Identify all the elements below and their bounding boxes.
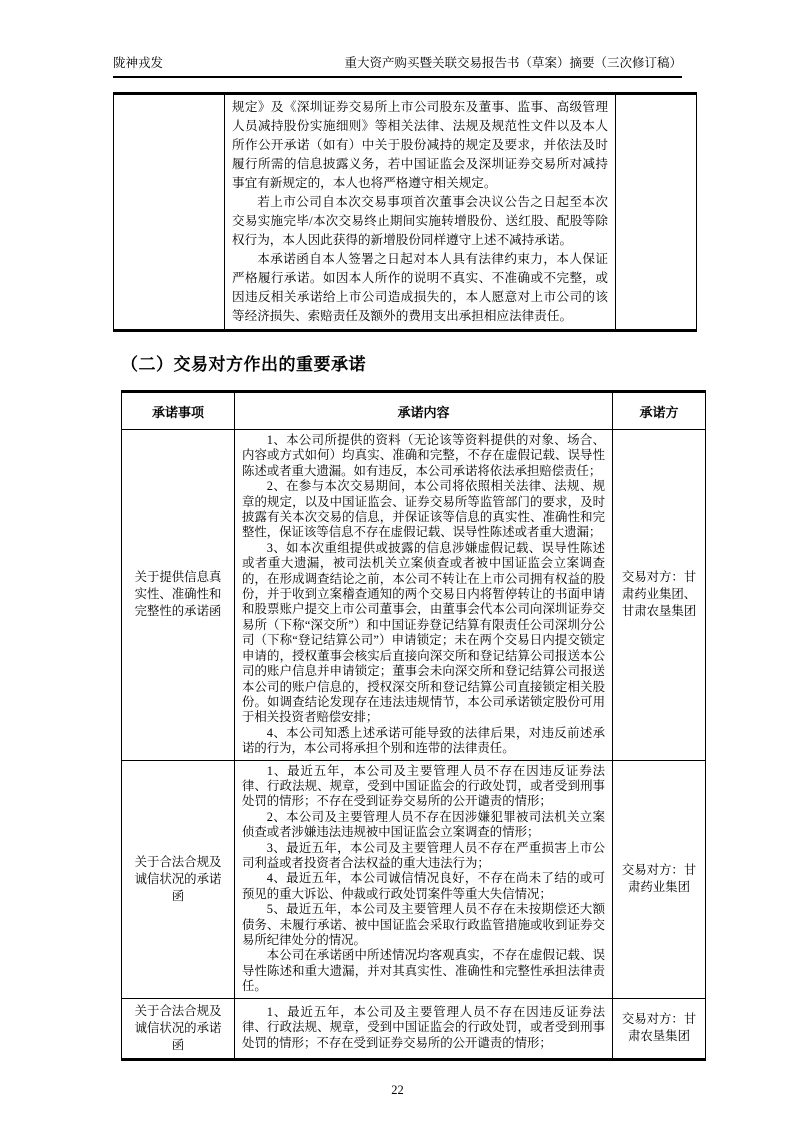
continuation-content-cell: [225, 94, 616, 331]
continuation-paragraph: 规定》及《深圳证券交易所上市公司股东及董事、监事、高级管理人员减持股份实施细则》等相关法律、法规及规范性文件以及本人所作公开承诺（如有）中关于股份减持的规定及要求，并依法及时履行所需的信息披露义务，若中国证监会及深圳证券交易所对减持事宜有新规定的，本人也将严格遵守相关规定。: [232, 100, 608, 190]
commitment-row: [122, 760, 706, 998]
commitment-content-paragraph: 4、本公司知悉上述承诺可能导致的法律后果，对违反前述承诺的行为，本公司将承担个别和连带的法律责任。: [242, 725, 605, 756]
commitment-content-paragraph: 本公司在承诺函中所述情况均客观真实，不存在虚假记载、误导性陈述和重大遗漏，并对其真实性、准确性和完整性承担法律责任。: [242, 948, 605, 994]
commitment-content-cell: [235, 430, 613, 761]
continuation-empty-left-cell: [114, 94, 225, 331]
continuation-paragraph: 本承诺函自本人签署之日起对本人具有法律约束力，本人保证严格履行承诺。如因本人所作的说明不真实、不准确或不完整，或因违反相关承诺给上市公司造成损失的，本人愿意对上市公司的该等经济损失、索赔责任及额外的费用支出承担相应法律责任。: [232, 252, 608, 323]
commitments-table: [121, 390, 706, 1061]
header-left-title: 陇神戎发: [113, 56, 164, 70]
commitment-row: [122, 430, 706, 761]
continuation-paragraph: 若上市公司自本次交易事项首次董事会决议公告之日起至本次交易实施完毕/本次交易终止期间实施转增股份、送红股、配股等除权行为，本人因此获得的新增股份同样遵守上述不减持承诺。: [232, 195, 608, 247]
column-header-content: 承诺内容: [235, 392, 613, 430]
commitment-content-paragraph: 1、本公司所提供的资料（无论该等资料提供的对象、场合、内容或方式如何）均真实、准确和完整，不存在虚假记载、误导性陈述或者重大遗漏。如有违反，本公司承诺将依法承担赔偿责任；: [242, 433, 605, 478]
commitment-content-paragraph: 1、最近五年，本公司及主要管理人员不存在因违反证券法律、行政法规、规章，受到中国证监会的行政处罚，或者受到刑事处罚的情形；不存在受到证券交易所的公开谴责的情形；: [242, 763, 605, 809]
continuation-empty-right-cell: [616, 94, 697, 331]
running-header: [113, 55, 682, 78]
continuation-table: [113, 92, 697, 332]
commitment-content-cell: [235, 760, 613, 998]
commitment-item-cell: 关于提供信息真实性、准确性和完整性的承诺函: [122, 430, 235, 761]
commitment-content-paragraph: 1、最近五年，本公司及主要管理人员不存在因违反证券法律、行政法规、规章，受到中国证监会的行政处罚，或者受到刑事处罚的情形；不存在受到证券交易所的公开谴责的情形；: [242, 1005, 605, 1050]
page-number: 22: [391, 1082, 404, 1097]
commitment-content-paragraph: 5、最近五年，本公司及主要管理人员不存在未按期偿还大额债务、未履行承诺、被中国证监会采取行政监管措施或收到证券交易所纪律处分的情况。: [242, 902, 605, 947]
commitment-party-cell: 交易对方：甘肃药业集团、甘肃农垦集团: [613, 430, 706, 761]
commitment-content-paragraph: 3、最近五年，本公司及主要管理人员不存在严重损害上市公司利益或者投资者合法权益的重大违法行为；: [242, 840, 605, 870]
commitment-item-cell: 关于合法合规及诚信状况的承诺函: [122, 760, 235, 998]
commitment-content-paragraph: 3、如本次重组提供或披露的信息涉嫌虚假记载、误导性陈述或者重大遗漏，被司法机关立案侦查或者被中国证监会立案调查的，在形成调查结论之前，本公司不转让在上市公司拥有权益的股份，并于收到立案稽查通知的两个交易日内将暂停转让的书面申请和股票账户提交上市公司董事会，由董事会代本公司向深圳证券交易所（下称“深交所”）和中国证券登记结算有限责任公司深圳分公司（下称“登记结算公司”）申请锁定；未在两个交易日内提交锁定申请的，授权董事会核实后直接向深交所和登记结算公司报送本公司的账户信息并申请锁定；董事会未向深交所和登记结算公司报送本公司的账户信息的，授权深交所和登记结算公司直接锁定相关股份。如调查结论发现存在违法违规情节，本公司承诺锁定股份可用于相关投资者赔偿安排；: [242, 540, 605, 725]
commitments-table-body: [122, 430, 706, 1060]
column-header-party: 承诺方: [613, 392, 706, 430]
commitment-content-paragraph: 4、最近五年，本公司诚信情况良好，不存在尚未了结的或可预见的重大诉讼、仲裁或行政处罚案件等重大失信情况；: [242, 871, 605, 901]
commitment-row: [122, 998, 706, 1059]
commitment-content-paragraph: 2、在参与本次交易期间，本公司将依照相关法律、法规、规章的规定，以及中国证监会、证券交易所等监管部门的要求，及时披露有关本次交易的信息，并保证该等信息的真实性、准确性和完整性，保证该等信息不存在虚假记载、误导性陈述或者重大遗漏；: [242, 479, 605, 540]
commitment-content-paragraph: 2、本公司及主要管理人员不存在因涉嫌犯罪被司法机关立案侦查或者涉嫌违法违规被中国证监会立案调查的情形；: [242, 809, 605, 840]
commitment-party-cell: 交易对方：甘肃药业集团: [613, 760, 706, 998]
commitment-content-cell: [235, 998, 613, 1059]
column-header-item: 承诺事项: [122, 392, 235, 430]
commitment-party-cell: 交易对方：甘肃农垦集团: [613, 998, 706, 1059]
header-right-title: 重大资产购买暨关联交易报告书（草案）摘要（三次修订稿）: [344, 56, 682, 70]
commitment-item-cell: 关于合法合规及诚信状况的承诺函: [122, 998, 235, 1059]
continuation-row: [114, 94, 697, 331]
commitments-table-header-row: [122, 392, 706, 430]
section-heading: （二）交易对方作出的重要承诺: [121, 355, 366, 374]
